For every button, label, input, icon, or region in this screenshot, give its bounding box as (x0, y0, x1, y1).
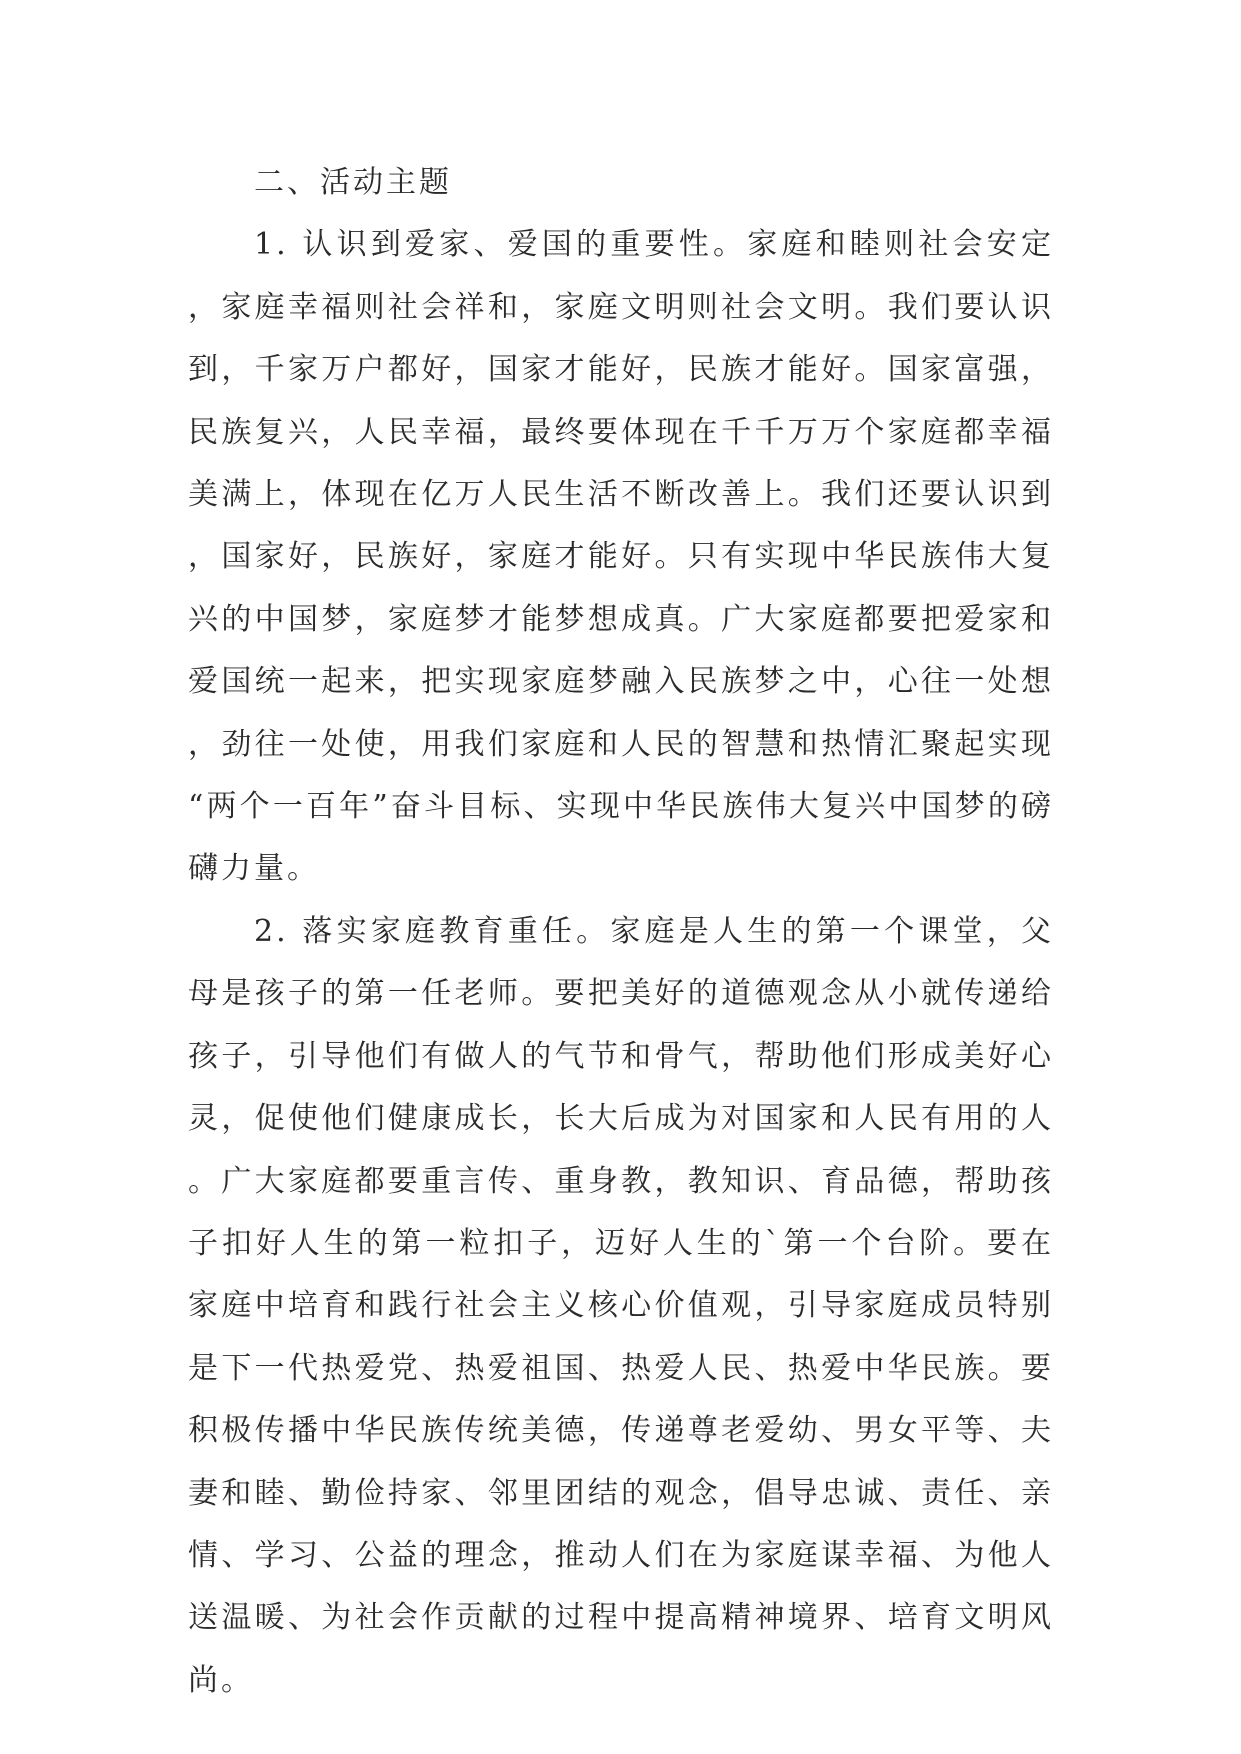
paragraph-family-education: 2. 落实家庭教育重任。家庭是人生的第一个课堂，父母是孩子的第一任老师。要把美好的道德观念从小就传递给孩子，引导他们有做人的气节和骨气，帮助他们形成美好心灵，促使他们健康成长，长大后成为对国家和人民有用的人。广大家庭都要重言传、重身教，教知识、育品德，帮助孩子扣好人生的第一粒扣子，迈好人生的`第一个台阶。要在家庭中培育和践行社会主义核心价值观，引导家庭成员特别是下一代热爱党、热爱祖国、热爱人民、热爱中华民族。要积极传播中华民族传统美德，传递尊老爱幼、男女平等、夫妻和睦、勤俭持家、邻里团结的观念，倡导忠诚、责任、亲情、学习、公益的理念，推动人们在为家庭谋幸福、为他人送温暖、为社会作贡献的过程中提高精神境界、培育文明风尚。 (188, 913, 1054, 1698)
section-heading: 二、活动主题 (254, 165, 452, 200)
paragraph-recognize-importance: 1. 认识到爱家、爱国的重要性。家庭和睦则社会安定，家庭幸福则社会祥和，家庭文明则社会文明。我们要认识到，千家万户都好，国家才能好，民族才能好。国家富强，民族复兴，人民幸福，最终要体现在千千万万个家庭都幸福美满上，体现在亿万人民生活不断改善上。我们还要认识到，国家好，民族好，家庭才能好。只有实现中华民族伟大复兴的中国梦，家庭梦才能梦想成真。广大家庭都要把爱家和爱国统一起来，把实现家庭梦融入民族梦之中，心往一处想，劲往一处使，用我们家庭和人民的智慧和热情汇聚起实现“两个一百年”奋斗目标、实现中华民族伟大复兴中国梦的磅礴力量。 (188, 227, 1054, 887)
document-body (188, 152, 1054, 1712)
